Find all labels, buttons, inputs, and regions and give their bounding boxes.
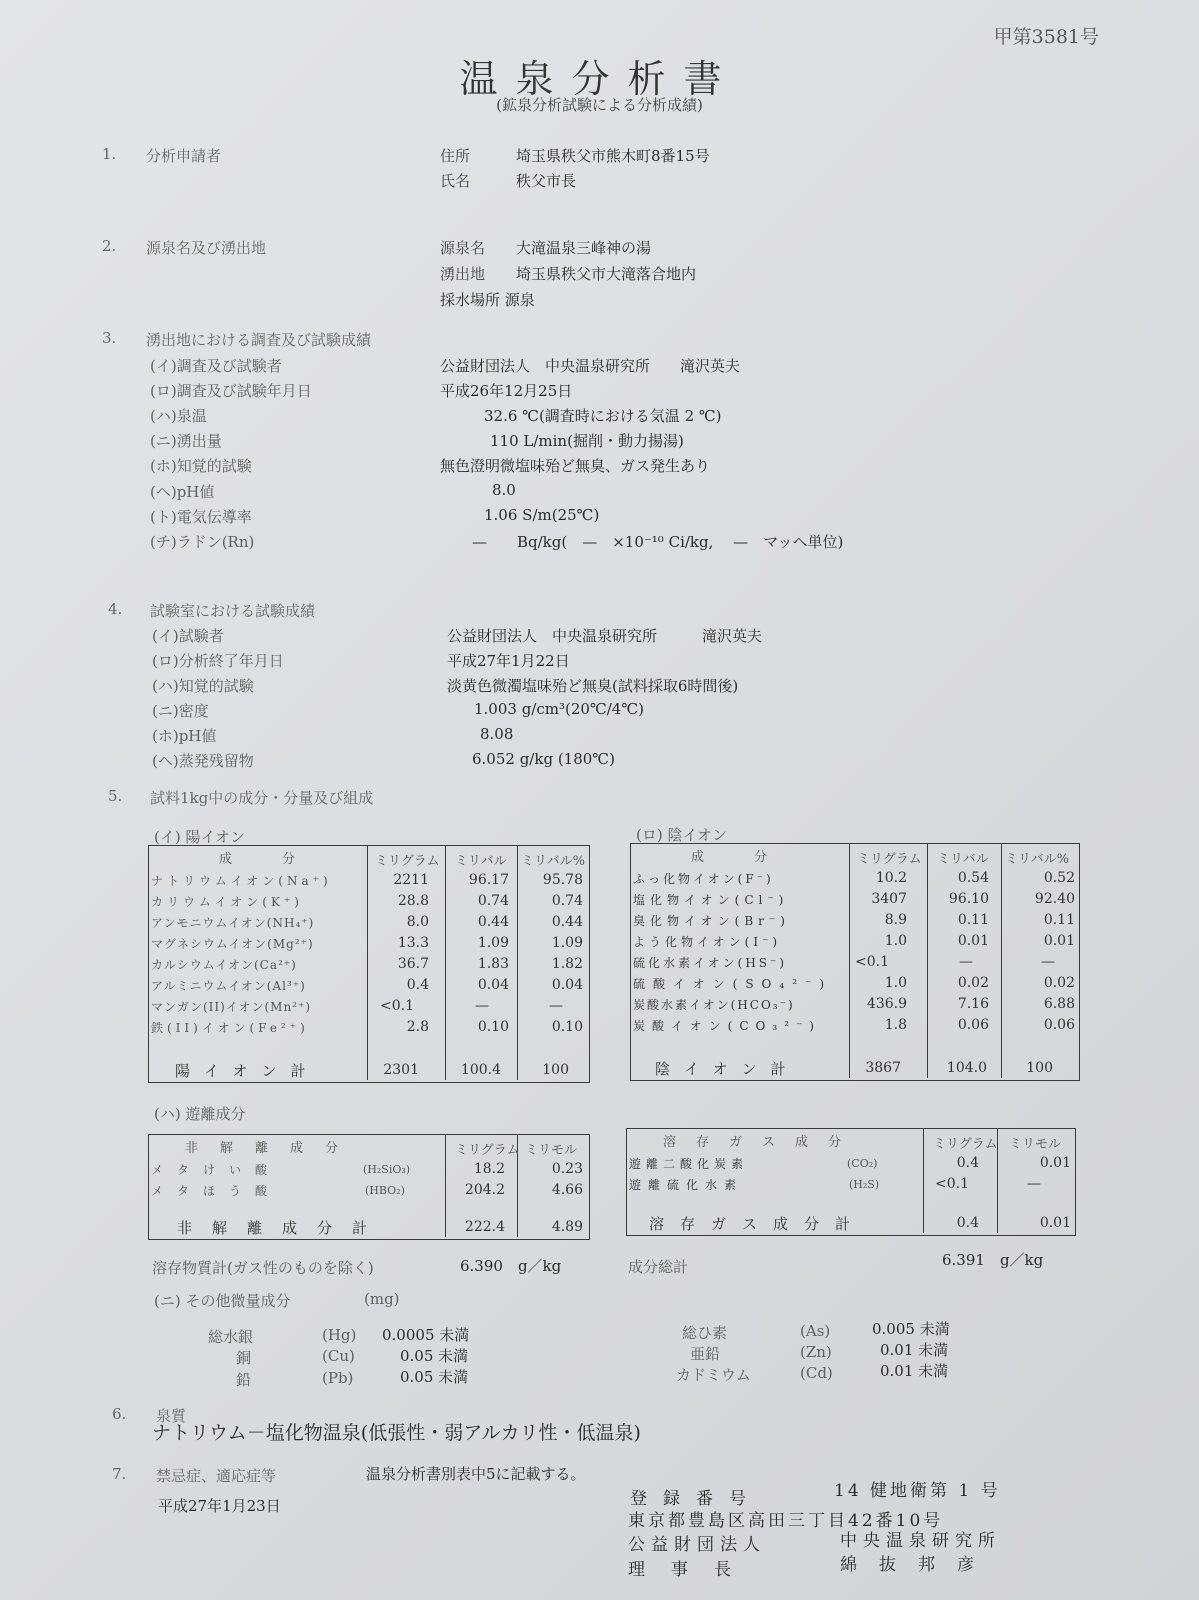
cation-pct: 95.78 [542,872,583,888]
document-subtitle: (鉱泉分析試験による分析成績) [496,96,703,114]
cation-total-label: 陽イオン計 [175,1062,320,1080]
nondiss-mg: 18.2 [473,1161,505,1177]
name-value: 秩父市長 [516,172,577,190]
cation-mg: 8.0 [406,914,429,930]
document-title: 温泉分析書 [459,57,740,101]
section-5-number: 5. [108,787,123,805]
issuer-org-type: 公益財団法人 [628,1535,766,1555]
section-4-number: 4. [108,600,123,618]
trace-symbol: (Pb) [322,1369,354,1387]
address-key: 住所 [440,147,471,165]
issue-date: 平成27年1月23日 [158,1497,281,1515]
trace-symbol: (As) [800,1322,831,1340]
cation-pct: — [549,998,563,1014]
trace-value: 0.01 未満 [880,1341,949,1359]
anion-pct: 0.01 [1043,933,1075,949]
cation-mval: — [475,998,489,1014]
anion-mg: 1.8 [884,1017,907,1033]
cation-total-mg: 2301 [383,1062,419,1078]
trace-symbol: (Cd) [800,1364,833,1382]
anion-pct: 0.11 [1043,912,1075,928]
anion-mg: 1.0 [884,933,907,949]
free-components-title: (ハ) 遊離成分 [154,1105,246,1123]
s3-row-key: (ヘ)pH値 [150,483,215,501]
cation-mg: <0.1 [380,998,414,1014]
anion-table [630,843,1080,1081]
nondiss-total-label: 非解離成分計 [177,1219,388,1237]
trace-value: 0.0005 未満 [382,1326,470,1344]
sampling-site: 採水場所 源泉 [440,291,535,309]
section-2-label: 源泉名及び湧出地 [146,239,267,257]
trace-name: カドミウム [676,1366,751,1384]
document-number: 甲第3581号 [993,26,1099,48]
anion-name: 炭酸イオン(CO₃²⁻) [633,1019,821,1033]
gas-mg: 0.4 [956,1155,979,1171]
s3-row-value: 無色澄明微塩味殆ど無臭、ガス発生あり [440,457,711,475]
anion-mval: 0.02 [957,975,989,991]
col-header-mg: ミリグラム [933,1137,998,1152]
gas-mg: <0.1 [935,1176,969,1192]
gas-name: 遊離硫化水素 [629,1178,744,1192]
s3-row-value: 平成26年12月25日 [440,382,573,400]
spring-location-key: 湧出地 [440,265,486,283]
anion-mval: 0.06 [957,1017,989,1033]
gas-mmol: 0.01 [1039,1155,1071,1171]
trace-unit: (mg) [364,1290,400,1308]
anion-mval: 0.11 [957,912,989,928]
col-header-mval: ミリバル [455,854,507,869]
issuer-head-title: 理事長 [628,1560,757,1580]
cation-mg: 13.3 [397,935,429,951]
col-header-mval-pct: ミリバル% [521,854,585,869]
section-5-label: 試料1kg中の成分・分量及び組成 [150,789,374,807]
cation-mg: 36.7 [397,956,429,972]
col-header-component: 成 分 [691,850,776,865]
cation-mg: 28.8 [397,893,429,909]
col-header-mval: ミリバル [937,852,989,867]
section-7-number: 7. [112,1465,127,1483]
section-6-label: 泉質 [156,1407,187,1425]
spring-quality-value: ナトリウム－塩化物温泉(低張性・弱アルカリ性・低温泉) [152,1422,641,1444]
s3-row-key: (ニ)湧出量 [150,432,222,450]
nondiss-total-mmol: 4.89 [551,1219,583,1235]
s3-row-value: 8.0 [492,481,516,499]
nondiss-name: メタほう酸 [151,1184,282,1198]
anion-mval: 96.10 [948,891,989,907]
s3-row-key: (チ)ラドン(Rn) [150,533,255,551]
col-header-mmol: ミリモル [1009,1137,1062,1152]
cation-name: マグネシウムイオン(Mg²⁺) [151,937,314,951]
anion-table-title: (ロ) 陰イオン [636,826,728,844]
col-header-mval-pct: ミリバル% [1005,852,1069,867]
s4-row-value: 淡黄色微濁塩味殆ど無臭(試料採取6時間後) [447,677,739,695]
cation-pct: 0.10 [551,1019,583,1035]
cation-pct: 0.04 [551,977,583,993]
cation-pct: 1.82 [551,956,583,972]
dissolved-gas-table [626,1128,1076,1236]
trace-name: 亜鉛 [690,1345,721,1363]
anion-mg: 10.2 [875,870,907,886]
gas-formula: (H₂S) [849,1178,880,1191]
cation-mval: 1.83 [477,956,509,972]
trace-components-title: (ニ) その他微量成分 [154,1292,291,1310]
anion-name: 硫酸イオン(SO₄²⁻) [633,977,833,991]
anion-name: 炭酸水素イオン(HCO₃⁻) [633,998,795,1012]
s3-row-key: (イ)調査及び試験者 [150,357,282,375]
anion-name: 臭化物イオン(Br⁻) [633,914,790,928]
indications-value: 温泉分析書別表中5に記載する。 [366,1465,586,1483]
anion-mval: 0.01 [957,933,989,949]
col-header-mg: ミリグラム [375,854,440,869]
s4-row-value: 平成27年1月22日 [447,652,570,670]
cation-mval: 96.17 [468,872,509,888]
nondiss-formula: (H₂SiO₃) [363,1163,411,1176]
anion-mg: 8.9 [884,912,907,928]
component-total-label: 成分総計 [628,1258,689,1276]
s3-row-value: 110 L/min(掘削・動力揚湯) [490,432,684,450]
section-6-number: 6. [112,1405,127,1423]
col-header-mg: ミリグラム [857,852,922,867]
anion-pct: 0.06 [1043,1017,1075,1033]
s3-row-value: — Bq/kg( — ×10⁻¹⁰ Ci/kg, — マッヘ単位) [472,533,844,551]
nondiss-name: メタけい酸 [151,1163,282,1177]
issuer-head-name: 綿抜邦彦 [840,1555,996,1575]
s4-row-key: (ロ)分析終了年月日 [152,652,284,670]
s4-row-value: 8.08 [480,725,514,743]
s4-row-key: (ホ)pH値 [152,727,217,745]
dissolved-total-label: 溶存物質計(ガス性のものを除く) [152,1259,374,1277]
anion-total-mval: 104.0 [946,1060,987,1076]
anion-total-mg: 3867 [865,1060,901,1076]
anion-pct: — [1041,954,1055,970]
s4-row-key: (ヘ)蒸発残留物 [152,752,254,770]
s4-row-key: (ハ)知覚的試験 [152,677,254,695]
gas-name: 遊離二酸化炭素 [629,1157,749,1171]
gas-total-mg: 0.4 [956,1215,979,1231]
nondiss-mmol: 4.66 [551,1182,583,1198]
anion-mg: 436.9 [866,996,907,1012]
s4-row-value: 1.003 g/cm³(20℃/4℃) [474,700,644,718]
anion-mval: 0.54 [957,870,989,886]
s3-row-key: (ロ)調査及び試験年月日 [150,382,312,400]
cation-pct: 1.09 [551,935,583,951]
cation-table-title: (イ) 陽イオン [154,828,246,846]
cation-name: アンモニウムイオン(NH₄⁺) [151,916,315,930]
section-4-label: 試験室における試験成績 [150,602,316,620]
section-3-label: 湧出地における調査及び試験成績 [146,331,372,349]
cation-name: マンガン(II)イオン(Mn²⁺) [151,1000,312,1014]
cation-total-mval: 100.4 [460,1062,501,1078]
dissolved-total-value: 6.390 g／kg [460,1257,562,1275]
cation-mval: 0.10 [477,1019,509,1035]
trace-value: 0.05 未満 [400,1368,469,1386]
trace-symbol: (Zn) [800,1343,832,1361]
s4-row-value: 公益財団法人 中央温泉研究所 滝沢英夫 [447,627,763,645]
nondiss-mmol: 0.23 [551,1161,583,1177]
gas-total-mmol: 0.01 [1039,1215,1071,1231]
address-value: 埼玉県秩父市熊木町8番15号 [516,147,710,165]
anion-total-label: 陰イオン計 [655,1060,800,1078]
trace-name: 銅 [236,1349,252,1367]
col-header-mmol: ミリモル [525,1143,578,1158]
trace-name: 総ひ素 [682,1324,728,1342]
gas-total-label: 溶存ガス成分計 [649,1215,867,1233]
trace-name: 総水銀 [208,1328,254,1346]
gas-formula: (CO₂) [847,1157,878,1170]
anion-pct: 0.02 [1043,975,1075,991]
cation-name: カリウムイオン(K⁺) [151,895,303,909]
nondiss-total-mg: 222.4 [464,1219,505,1235]
col-header-component: 成 分 [219,852,304,867]
cation-name: ナトリウムイオン(Na⁺) [151,874,332,888]
section-3-number: 3. [102,329,117,347]
section-7-label: 禁忌症、適応症等 [156,1467,277,1485]
non-dissociated-table [148,1134,590,1240]
s3-row-key: (ホ)知覚的試験 [150,457,252,475]
s4-row-key: (ニ)密度 [152,702,209,720]
s3-row-value: 公益財団法人 中央温泉研究所 滝沢英夫 [440,357,741,375]
anion-name: 塩化物イオン(Cl⁻) [633,893,789,907]
anion-mval: 7.16 [957,996,989,1012]
col-header-mg: ミリグラム [455,1143,520,1158]
cation-total-pct: 100 [542,1062,569,1078]
issuer-org-name: 中央温泉研究所 [840,1531,1001,1551]
gas-mmol: — [1027,1176,1041,1192]
issuer-address: 東京都豊島区高田三丁目42番10号 [628,1511,944,1531]
anion-total-pct: 100 [1026,1060,1053,1076]
anion-name: 硫化水素イオン(HS⁻) [633,956,788,970]
cation-pct: 0.74 [551,893,583,909]
source-name-value: 大滝温泉三峰神の湯 [516,239,652,257]
cation-name: 鉄(II)イオン(Fe²⁺) [151,1021,309,1035]
s3-row-value: 32.6 ℃(調査時における気温 2 ℃) [484,407,722,425]
s4-row-value: 6.052 g/kg (180℃) [472,750,615,768]
cation-mval: 0.44 [477,914,509,930]
cation-table [148,845,590,1083]
source-name-key: 源泉名 [440,239,486,257]
cation-name: カルシウムイオン(Ca²⁺) [151,958,297,972]
cation-mg: 0.4 [406,977,429,993]
anion-mg: 1.0 [884,975,907,991]
cation-name: アルミニウムイオン(Al³⁺) [151,979,306,993]
anion-pct: 92.40 [1034,891,1075,907]
cation-pct: 0.44 [551,914,583,930]
anion-pct: 0.52 [1043,870,1075,886]
name-key: 氏名 [440,172,471,190]
trace-value: 0.01 未満 [880,1362,949,1380]
s3-row-value: 1.06 S/m(25℃) [484,506,600,524]
cation-mg: 2211 [393,872,429,888]
col-header-dissolved-gas: 溶存ガス成分 [663,1135,862,1150]
component-total-value: 6.391 g／kg [942,1251,1044,1269]
section-1-number: 1. [102,145,117,163]
anion-pct: 6.88 [1043,996,1075,1012]
anion-mg: <0.1 [855,954,889,970]
cation-mg: 2.8 [406,1019,429,1035]
cation-mval: 1.09 [477,935,509,951]
cation-mval: 0.04 [477,977,509,993]
spring-location-value: 埼玉県秩父市大滝落合地内 [516,265,697,283]
nondiss-mg: 204.2 [464,1182,505,1198]
nondiss-formula: (HBO₂) [365,1184,405,1197]
cation-mval: 0.74 [477,893,509,909]
registration-value: 14 健地衛第 1 号 [834,1481,1001,1501]
trace-symbol: (Cu) [322,1347,355,1365]
anion-name: ふっ化物イオン(F⁻) [633,872,774,886]
registration-key: 登録番号 [630,1489,762,1509]
s4-row-key: (イ)試験者 [152,627,224,645]
trace-value: 0.005 未満 [872,1320,950,1338]
s3-row-key: (ト)電気伝導率 [150,508,252,526]
anion-mval: — [959,954,973,970]
trace-value: 0.05 未満 [400,1347,469,1365]
trace-symbol: (Hg) [322,1326,357,1344]
anion-name: よう化物イオン(I⁻) [633,935,782,949]
col-header-non-dissociated: 非解離成分 [185,1141,361,1156]
section-2-number: 2. [102,237,117,255]
anion-mg: 3407 [871,891,907,907]
trace-name: 鉛 [236,1371,252,1389]
section-1-label: 分析申請者 [146,147,222,165]
s3-row-key: (ハ)泉温 [150,407,207,425]
